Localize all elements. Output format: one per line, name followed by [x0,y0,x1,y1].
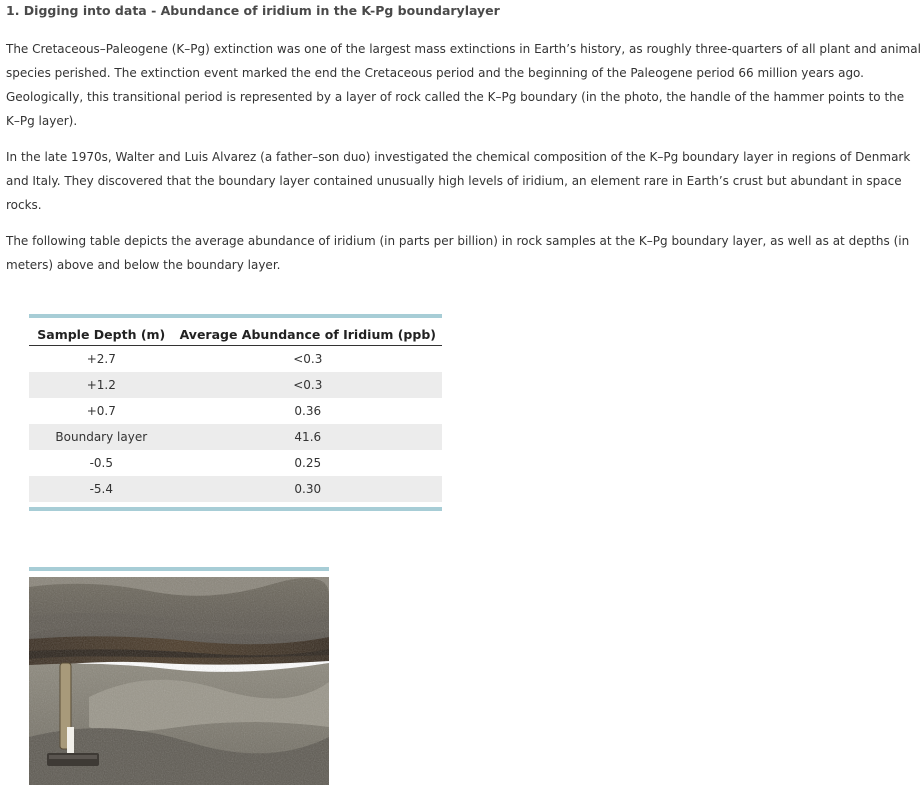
cell-depth: Boundary layer [29,424,174,450]
cell-abundance: 0.25 [294,456,322,470]
intro-paragraph: The Cretaceous–Paleogene (K–Pg) extinction was one of the largest mass extinctions in Earth’s history, as roughly three-quarters of all plant and animal species perished. The extinction event marked the end the Cretaceous period and the beginning of the Paleogene period 66 million years ago. Geologically, this transitional period is represented by a layer of rock called the K–Pg boundary (in the photo, the handle of the hammer points to the K–Pg layer). [6,42,921,128]
cell-depth: +0.7 [86,404,116,418]
table-row [29,476,442,502]
table-description-paragraph: The following table depicts the average abundance of iridium (in parts per billion) in rock samples at the K–Pg boundary layer, as well as at depths (in meters) above and below the boundary layer. [6,234,910,272]
cell-abundance: 41.6 [174,424,442,450]
table-row [29,424,442,450]
header-sample-depth: Sample Depth (m) [29,323,174,346]
table-row [29,372,442,398]
table-header-row [29,323,442,346]
photo-container [29,567,329,785]
cell-abundance: <0.3 [293,352,323,366]
alvarez-paragraph: In the late 1970s, Walter and Luis Alvarez (a father–son duo) investigated the chemical composition of the K–Pg boundary layer in regions of Denmark and Italy. They discovered that the boundary layer contained unusually high levels of iridium, an element rare in Earth’s crust but abundant in space rocks. [6,150,911,212]
cell-abundance: 0.30 [174,476,442,502]
iridium-table-container [29,314,442,511]
kpg-boundary-photo [29,577,329,785]
cell-depth: +2.7 [86,352,116,366]
cell-depth: -5.4 [29,476,174,502]
iridium-abundance-table [29,323,442,502]
header-average-abundance: Average Abundance of Iridium (ppb) [174,323,442,346]
page-title: 1. Digging into data - Abundance of iridium in the K-Pg boundarylayer [6,3,500,18]
table-row [29,398,442,424]
table-row [29,346,442,373]
cell-abundance: 0.36 [294,404,322,418]
cell-depth: -0.5 [89,456,113,470]
cell-depth: +1.2 [29,372,174,398]
table-row [29,450,442,476]
cell-abundance: <0.3 [174,372,442,398]
